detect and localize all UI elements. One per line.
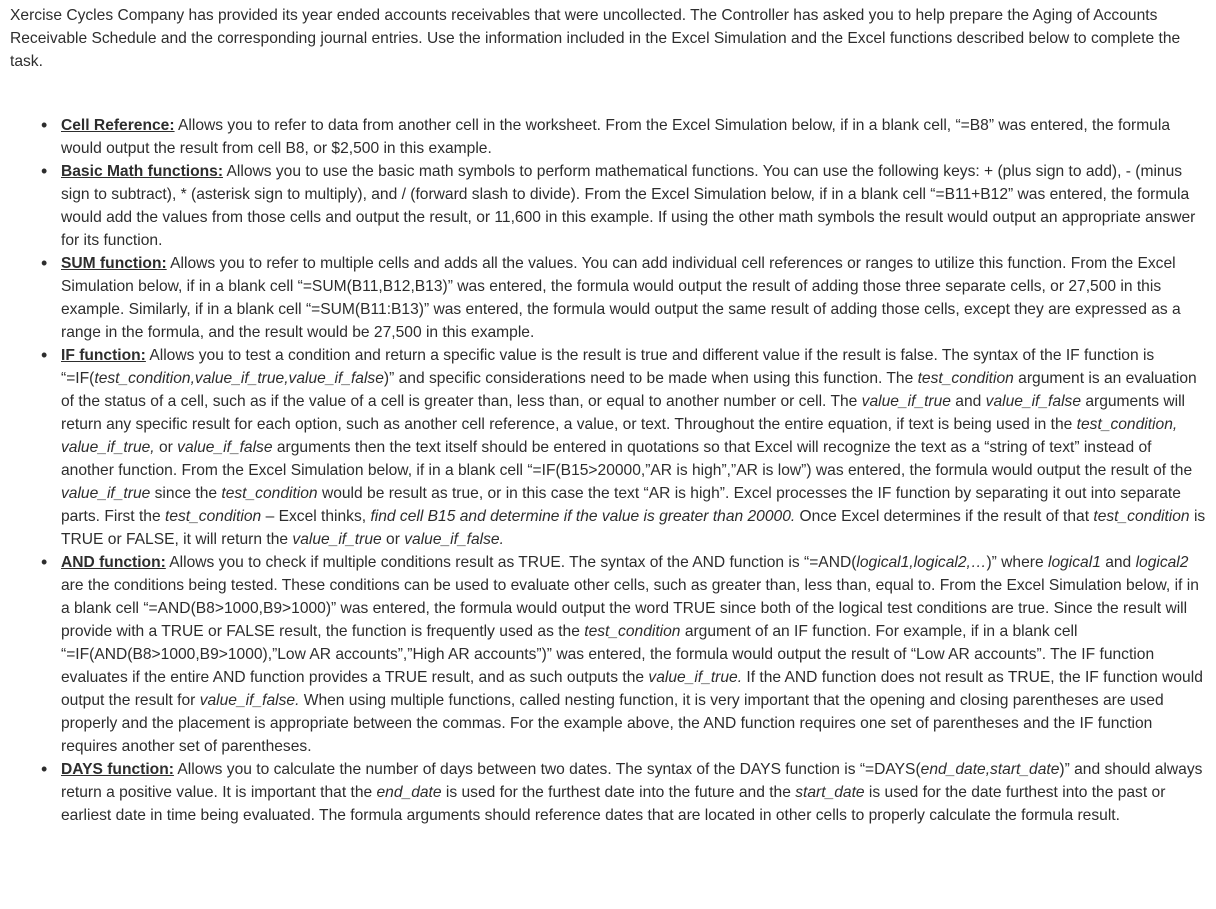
italic-term: end_date,start_date [920, 761, 1060, 778]
function-list-item [10, 114, 1206, 160]
function-list-item [10, 252, 1206, 344]
description-text: since the [150, 485, 222, 502]
description-text: argument of an IF function. For example, if in a blank cell “=IF(AND(B8>1000,B9>1000),”Low AR accounts”,”High AR accounts”)” was entered, the formula would output the result of “Low AR accounts”. The IF function evaluates if the entire AND function provides a TRUE result, and as such outputs the [61, 623, 1155, 686]
function-list-item [10, 551, 1206, 758]
description-text: Allows you to test a condition and return a specific value is the result is true and different value if the result is false. The syntax of the IF function is “=IF( [61, 347, 1155, 387]
function-name: DAYS function: [61, 761, 174, 778]
italic-term: test_condition,value_if_true,value_if_false [94, 370, 384, 387]
description-text: Allows you to calculate the number of days between two dates. The syntax of the DAYS function is “=DAYS( [173, 761, 921, 778]
description-text: )” and should always return a positive value. It is important that the [61, 761, 1203, 801]
description-text: arguments will return any specific result for each option, such as another cell reference, a value, or text. Throughout the entire equation, if text is being used in the [61, 393, 1186, 433]
italic-term: logical2 [1135, 554, 1189, 571]
description-text: or [381, 531, 405, 548]
description-text: is used for the furthest date into the future and the [441, 784, 796, 801]
function-name: SUM function: [61, 255, 167, 272]
italic-term: start_date [795, 784, 865, 801]
description-text: would be result as true, or in this case the text “AR is high”. Excel processes the IF function by separating it out into separate parts. First the [61, 485, 1181, 525]
italic-term: logical1,logical2,… [856, 554, 987, 571]
italic-term: value_if_true. [648, 669, 743, 686]
description-text: Allows you to refer to multiple cells and adds all the values. You can add individual cell references or ranges to utilize this function. From the Excel Simulation below, if in a blank cell “=SUM(B11,B12,B13)” was entered, the formula would output the result of adding those three separate cells, or 27,500 in this example. Similarly, if in a blank cell “=SUM(B11:B13)” was entered, the formula would output the same result of adding those cells, except they are expressed as a range in the formula, and the result would be 27,500 in this example. [61, 255, 1181, 341]
italic-term: test_condition [917, 370, 1014, 387]
description-text: is TRUE or FALSE, it will return the [61, 508, 1206, 548]
description-text: or [154, 439, 178, 456]
italic-term: value_if_true [61, 485, 151, 502]
intro-paragraph: Xercise Cycles Company has provided its year ended accounts receivables that were uncollected. The Controller has asked you to help prepare the Aging of Accounts Receivable Schedule and the corresponding journal entries. Use the information included in the Excel Simulation and the Excel functions described below to complete the task. [10, 7, 1181, 70]
function-list-item [10, 160, 1206, 252]
function-name: Basic Math functions: [61, 163, 224, 180]
description-text: argument is an evaluation of the status of a cell, such as if the value of a cell is greater than, less than, or equal to another number or cell. The [61, 370, 1197, 410]
italic-term: value_if_true [861, 393, 951, 410]
description-text: )” and specific considerations need to be made when using this function. The [383, 370, 918, 387]
italic-term: logical1 [1047, 554, 1101, 571]
function-list-item [10, 758, 1206, 827]
description-text: and [950, 393, 986, 410]
excel-functions-list [10, 114, 1206, 827]
italic-term: test_condition, value_if_true, [61, 416, 1178, 456]
description-text: Once Excel determines if the result of that [795, 508, 1094, 525]
italic-term: value_if_false [177, 439, 273, 456]
description-text: – Excel thinks, [261, 508, 371, 525]
italic-term: value_if_false. [199, 692, 300, 709]
italic-term: test_condition [584, 623, 681, 640]
italic-term: test_condition [221, 485, 318, 502]
italic-term: find cell B15 and determine if the value is greater than 20000. [370, 508, 796, 525]
description-text: arguments then the text itself should be entered in quotations so that Excel will recognize the text as a “string of text” instead of another function. From the Excel Simulation below, if in a blank cell “=IF(B15>20000,”AR is high”,”AR is low”) was entered, the formula would output the result of the [61, 439, 1193, 479]
italic-term: value_if_false. [404, 531, 504, 548]
italic-term: end_date [376, 784, 442, 801]
description-text: )” where [986, 554, 1048, 571]
italic-term: value_if_false [985, 393, 1082, 410]
description-text: is used for the date furthest into the past or earliest date in time being evaluated. The formula arguments should reference dates that are located in other cells to properly calculate the formula result. [61, 784, 1166, 824]
function-list-item [10, 344, 1206, 551]
description-text: and [1100, 554, 1136, 571]
italic-term: test_condition [1093, 508, 1190, 525]
function-name: IF function: [61, 347, 146, 364]
description-text: When using multiple functions, called nesting function, it is very important that the opening and closing parentheses are used properly and the placement is appropriate between the commas. For the example above, the AND function requires one set of parentheses and the IF function requires another set of parentheses. [61, 692, 1164, 755]
description-text: Allows you to refer to data from another cell in the worksheet. From the Excel Simulation below, if in a blank cell, “=B8” was entered, the formula would output the result from cell B8, or $2,500 in this example. [61, 117, 1170, 157]
description-text: If the AND function does not result as TRUE, the IF function would output the result for [61, 669, 1203, 709]
function-name: Cell Reference: [61, 117, 175, 134]
description-text: are the conditions being tested. These conditions can be used to evaluate other cells, such as greater than, less than, equal to. From the Excel Simulation below, if in a blank cell “=AND(B8>1000,B9>1000)” was entered, the formula would output the word TRUE since both of the logical test conditions are true. Since the result will provide with a TRUE or FALSE result, the function is frequently used as the [61, 577, 1199, 640]
function-name: AND function: [61, 554, 166, 571]
italic-term: value_if_true [292, 531, 382, 548]
description-text: Allows you to use the basic math symbols to perform mathematical functions. You can use the following keys: + (plus sign to add), - (minus sign to subtract), * (asterisk sign to multiply), and / (forward slash to divide). From the Excel Simulation below, if in a blank cell “=B11+B12” was entered, the formula would add the values from those cells and output the result, or 11,600 in this example. If using the other math symbols the result would output an appropriate answer for its function. [61, 163, 1196, 249]
italic-term: test_condition [165, 508, 262, 525]
instructions-page [10, 4, 1206, 827]
description-text: Allows you to check if multiple conditions result as TRUE. The syntax of the AND function is “=AND( [165, 554, 857, 571]
